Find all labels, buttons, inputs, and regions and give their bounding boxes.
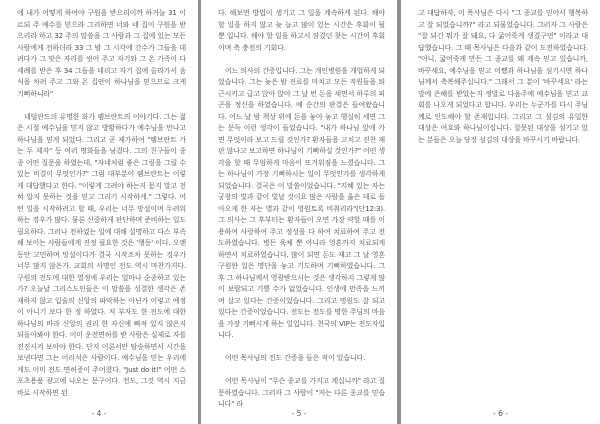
paragraph: 에 내가 어떻게 하여야 구원을 받으리이까 하거늘 31 이르되 주 예수를 믿으라 그리하면 너와 네 집이 구원을 받으리라 하고 32 주의 말씀을 그 사람과 그 집에 있는 모든 사람에게 전하더라 33 그 밤 그 시각에 간수가 그들을 데려다가 그 맞은 자리를 씻어 주고 자기와 그 온 가족이 다 세례를 받은 후 34 그들을 데리고 자기 집에 올라가서 음식을 차려 주고 그와 온 집안이 하나님을 믿으므로 크게 기뻐하니라" xyxy=(17,9,186,98)
page-body xyxy=(17,8,186,411)
paragraph: 네덜란드의 유명한 화가 렘브란트의 이야기다. 그는 젊은 시절 예수님을 믿지 않고 방황하다가 예수님을 만나고 하나님을 믿게 되었다. 그리고 곧 제가하여 "렘브란트 가는 두 제자" 등 여러 명화들을 남겼다. 그의 친구들이 종종 어떤 질문을 하였는데, "자네처럼 좋은 그림을 그릴 수 있는 비결이 무엇인가?" 그럼 대부분이 렘브란트는 이렇게 대답했다고 한다. "이렇게 그려야 하는지 묻지 말고 전혀 알지 못하는 것을 믿고 그리기 시작하게." 그렇다. 어떤 일을 시작하려고 할 때, 우리는 너무 망설이며 두려워 하는 경우가 많다. 물론 신중하게 판단하며 준비하는 일도 필요하다. 그러나 전하였는 일에 대해 설명하고 다스 부족해 보이는 사람들에게 진정 필요한 것은 '행동' 이다. 오랜동안 고민하며 망설이다가 결국 시작조차 못하는 경우가 너무 많지 않은가. 교회의 사명인 전도 역시 마찬가지다. 구원의 전도에 대한 열정에 우리는 얼마나 순종하고 있는가? 오늘날 그리스도인들은 이 말씀을 성결한 생각은 존재하지 않고 입술의 신앙의 파악하는 아닌가 이렇고 예정이 아니기 보다 한 정 하였다. 저 부자도 한 전도에 대한 하나님의 바라 신앙의 권리 한 자신에 빠져 있지 않은지 되돌아봐야 한다. 이미 운전면허를 받 사람은 실제로 자를 전진시켜 보아야 한다. 단지 이론서만 탐승하면서 시간을 보낸다면 그는 어리석은 사람이다. 예수님을 믿는 우리에게도 이미 전도 면허증이 주어졌다. "Just do it!" 어떤 스포츠용품 광고에 나오는 문구이다. 전도, 그것 역시 지금 바로 시작하면 된 xyxy=(17,112,186,397)
document-page-5 xyxy=(201,0,397,424)
page-number: - 5 - xyxy=(291,409,307,418)
page-body xyxy=(218,8,385,422)
paragraph: 어느 의사의 간증입니다. 그는 개인병원을 개업하게 되었습니다. 그는 늦은 밤 진료를 마치고 모든 직원들을 퇴근시키고 급고 앉아 앉아 그 날 번 돈을 세면서 하루의 피곤을 정신을 하였습니다. 예 순간의 판결은 들여왔습니다. 어느 날 밤 책상 위에 돈을 놓아 놓고 행실히 세면 그는 문득 이런 생각이 들었습니다. "내가 하나님 앞에 가면 무엇이라 보고 드릴 것인가? 환자들을 고치고 진찬 재판 않나고 보고하면 하나님이 기뻐하실 것인가?" 어떤 생각을 할 때 무엄하게 마음이 뜨거워짐을 느꼈습니다. 그는 하나님이 가장 기뻐하시는 일이 무엇인가를 생각하게 되었습니다. 결국은 이 말씀이었습니다. "지혜 있는 자는 궁창의 빛과 같이 빛날 것이요 많은 사람을 옳은 데로 돌아오게 한 자는 별과 같이 영원토록 비취리라"(단12:3). 그 의사는 그 후부터는 환자들이 오면 가장 약할 때를 이용하여 사랑하여 주고 정성을 다 하여 치료하여 주고 전도하였습니다. 병든 육체 뿐 아니라 영혼까지 치료되게 하면서 치료하였습니다. 많이 되면 돈도 재고 그 날 영혼구원한 일은 명단을 놓고 기도하며 기뻐하였습니다. 그 후 그 하나님께서 영광받으시는 것은 생각하지 그렇게 많이 보람되고 기쁠 수가 없었습니다. 인생에 만족을 느끼며 살고 있다는 간증이었습니다. 그리고 명원도 잘 되고 있다는 간증이었습니다. 전도는 전도를 명한 주님의 마음을 가장 기뻐시게 하는 일입니다. 천국의 VIP는 전도자입니다. xyxy=(218,66,385,339)
paragraph: 어떤 목사님의 전도 간증을 들은 적이 있습니다. xyxy=(225,354,366,362)
page-body xyxy=(418,8,588,158)
document-page-4 xyxy=(0,0,198,424)
paragraph: 고 대답하자, 이 목사님은 다시 "그 종교를 믿어서 행복하고 잘 되었습니까?" 라고 되물었습니다. 그러자 그 사람은 "잘 되긴 뭐가 잘 돼요, 다 굶어죽게 생겼구먼" 이라고 대답했습니다. 그 때 목사님은 다음과 같이 도전하였습니다. "아니, 굶어죽게 만든 그 종교를 왜 계속 믿고 있습니까, 바꾸세요, 예수님을 믿고 어쨌과 하나님을 섬기시면 하나님께서 축복해주십니다." 그래서 그 분이 '바꾸세요' 라는 말에 은혜를 받았는지 정말로 다음주에 예수님을 믿고 교회를 나오게 되었다고 합니다. 우리는 누군가를 다시 주님께로 인도해야 할 존재입니다. 그리고 그 섬김의 유일한 대상은 여호와 하나님이십니다. 잘못된 대상을 섬기고 있는 분들은 오늘 당장 섬김의 대상을 바꾸시기 바랍니다. xyxy=(418,9,588,144)
paragraph: 어떤 목사님이 "무슨 종교를 가지고 계십니까" 라고 질문하였습니다. 그러자 그 사람이 "저는 다른 종교를 믿습니다" 라 xyxy=(218,377,385,408)
page-number: - 6 - xyxy=(493,409,508,418)
page-number: - 4 - xyxy=(91,409,107,418)
paragraph: 다. 해보면 방법이 생기고 그 일을 계속하게 된다. 해야 할 일을 하지 않고 늦 늘고 많이 있는 시간은 후회이 될 뿐 입니다. 해야 할 일을 하고서 잠겼던 찾는 시간이 후회이며 축 충전의 기회다. xyxy=(218,9,385,52)
document-page-6 xyxy=(401,0,600,424)
